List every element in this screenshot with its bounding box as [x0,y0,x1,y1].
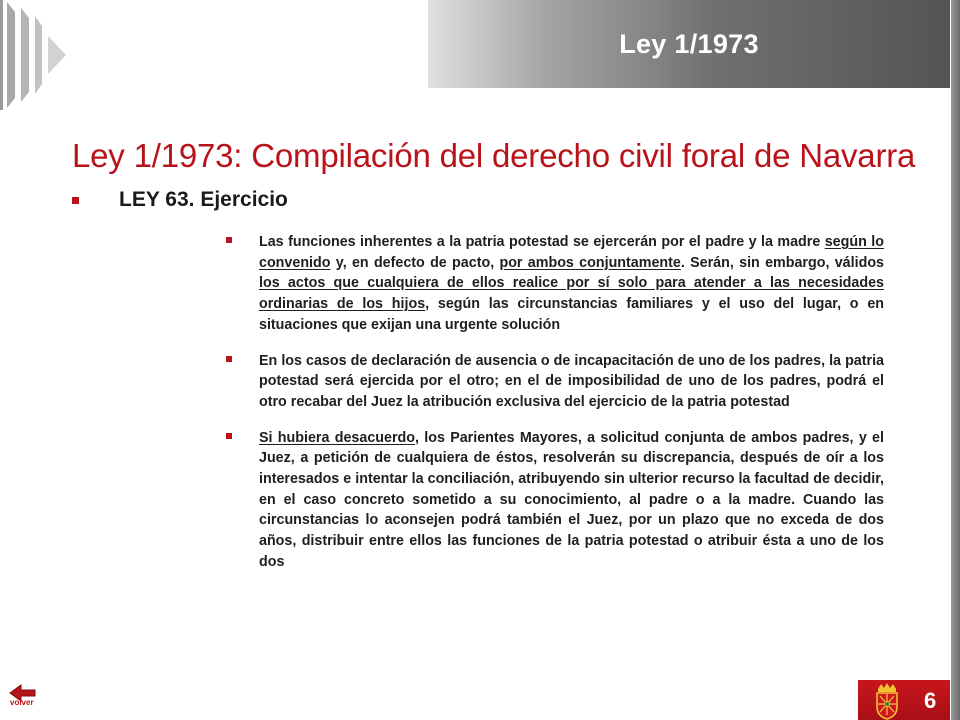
paragraph-text [259,351,884,413]
section-heading [72,188,288,212]
navarra-coat-of-arms-icon [872,682,902,720]
header-banner [428,0,950,88]
underlined-text: por ambos conjuntamente [499,254,681,271]
underlined-text: Si hubiera desacuerdo [259,429,415,446]
back-link[interactable]: volver [10,698,34,707]
list-item [226,351,884,413]
text-run: Las funciones inherentes a la patria potestad se ejercerán por el padre y la madre [259,234,825,250]
square-bullet-icon [226,356,232,362]
right-edge-bar [951,0,960,720]
text-run: , los Parientes Mayores, a solicitud conjunta de ambos padres, y el Juez, a petición de cualquiera de éstos, resolverán su discrepancia, después de oír a los interesados e intentar la conciliación, atribuyendo sin ulterior recurso la facultad de decidir, en el caso concreto sometido a su conocimiento, al padre o a la madre. Cuando las circunstancias lo aconsejen podrá también el Juez, por un plazo que no exceda de dos años, distribuir entre ellos las funciones de la patria potestad o atribuir ésta a uno de los dos [259,429,884,570]
section-label: LEY 63. Ejercicio [119,188,288,211]
underlined-text: los actos que cualquiera de ellos realice por sí solo para atender a las necesidades ordinarias de los hijos [259,275,884,313]
header-title: Ley 1/1973 [619,28,759,59]
underlined-text: según lo convenido [259,234,884,271]
page-number: 6 [924,688,937,713]
text-run: , según las circunstancias familiares y el uso del lugar, o en situaciones que exijan una urgente solución [259,296,885,333]
square-bullet-icon [226,237,232,243]
paragraph-text [259,232,884,336]
text-run: y, en defecto de pacto, [330,254,500,271]
paragraph-text [259,428,884,573]
text-run: . Serán, sin embargo, válidos [680,254,885,271]
slide-title: Ley 1/1973: Compilación del derecho civil foral de Navarra [72,137,916,174]
slide-corner-stripes-decoration [0,0,70,110]
square-bullet-icon [72,197,79,204]
square-bullet-icon [226,433,232,439]
bullet-list [226,232,884,588]
text-run: En los casos de declaración de ausencia o de incapacitación de uno de los padres, la patria potestad será ejercida por el otro; en el de imposibilidad de uno de los padres, podrá el otro recabar del Juez la atribución exclusiva del ejercicio de la patria potestad [259,352,884,410]
list-item [226,232,884,336]
list-item [226,428,884,573]
